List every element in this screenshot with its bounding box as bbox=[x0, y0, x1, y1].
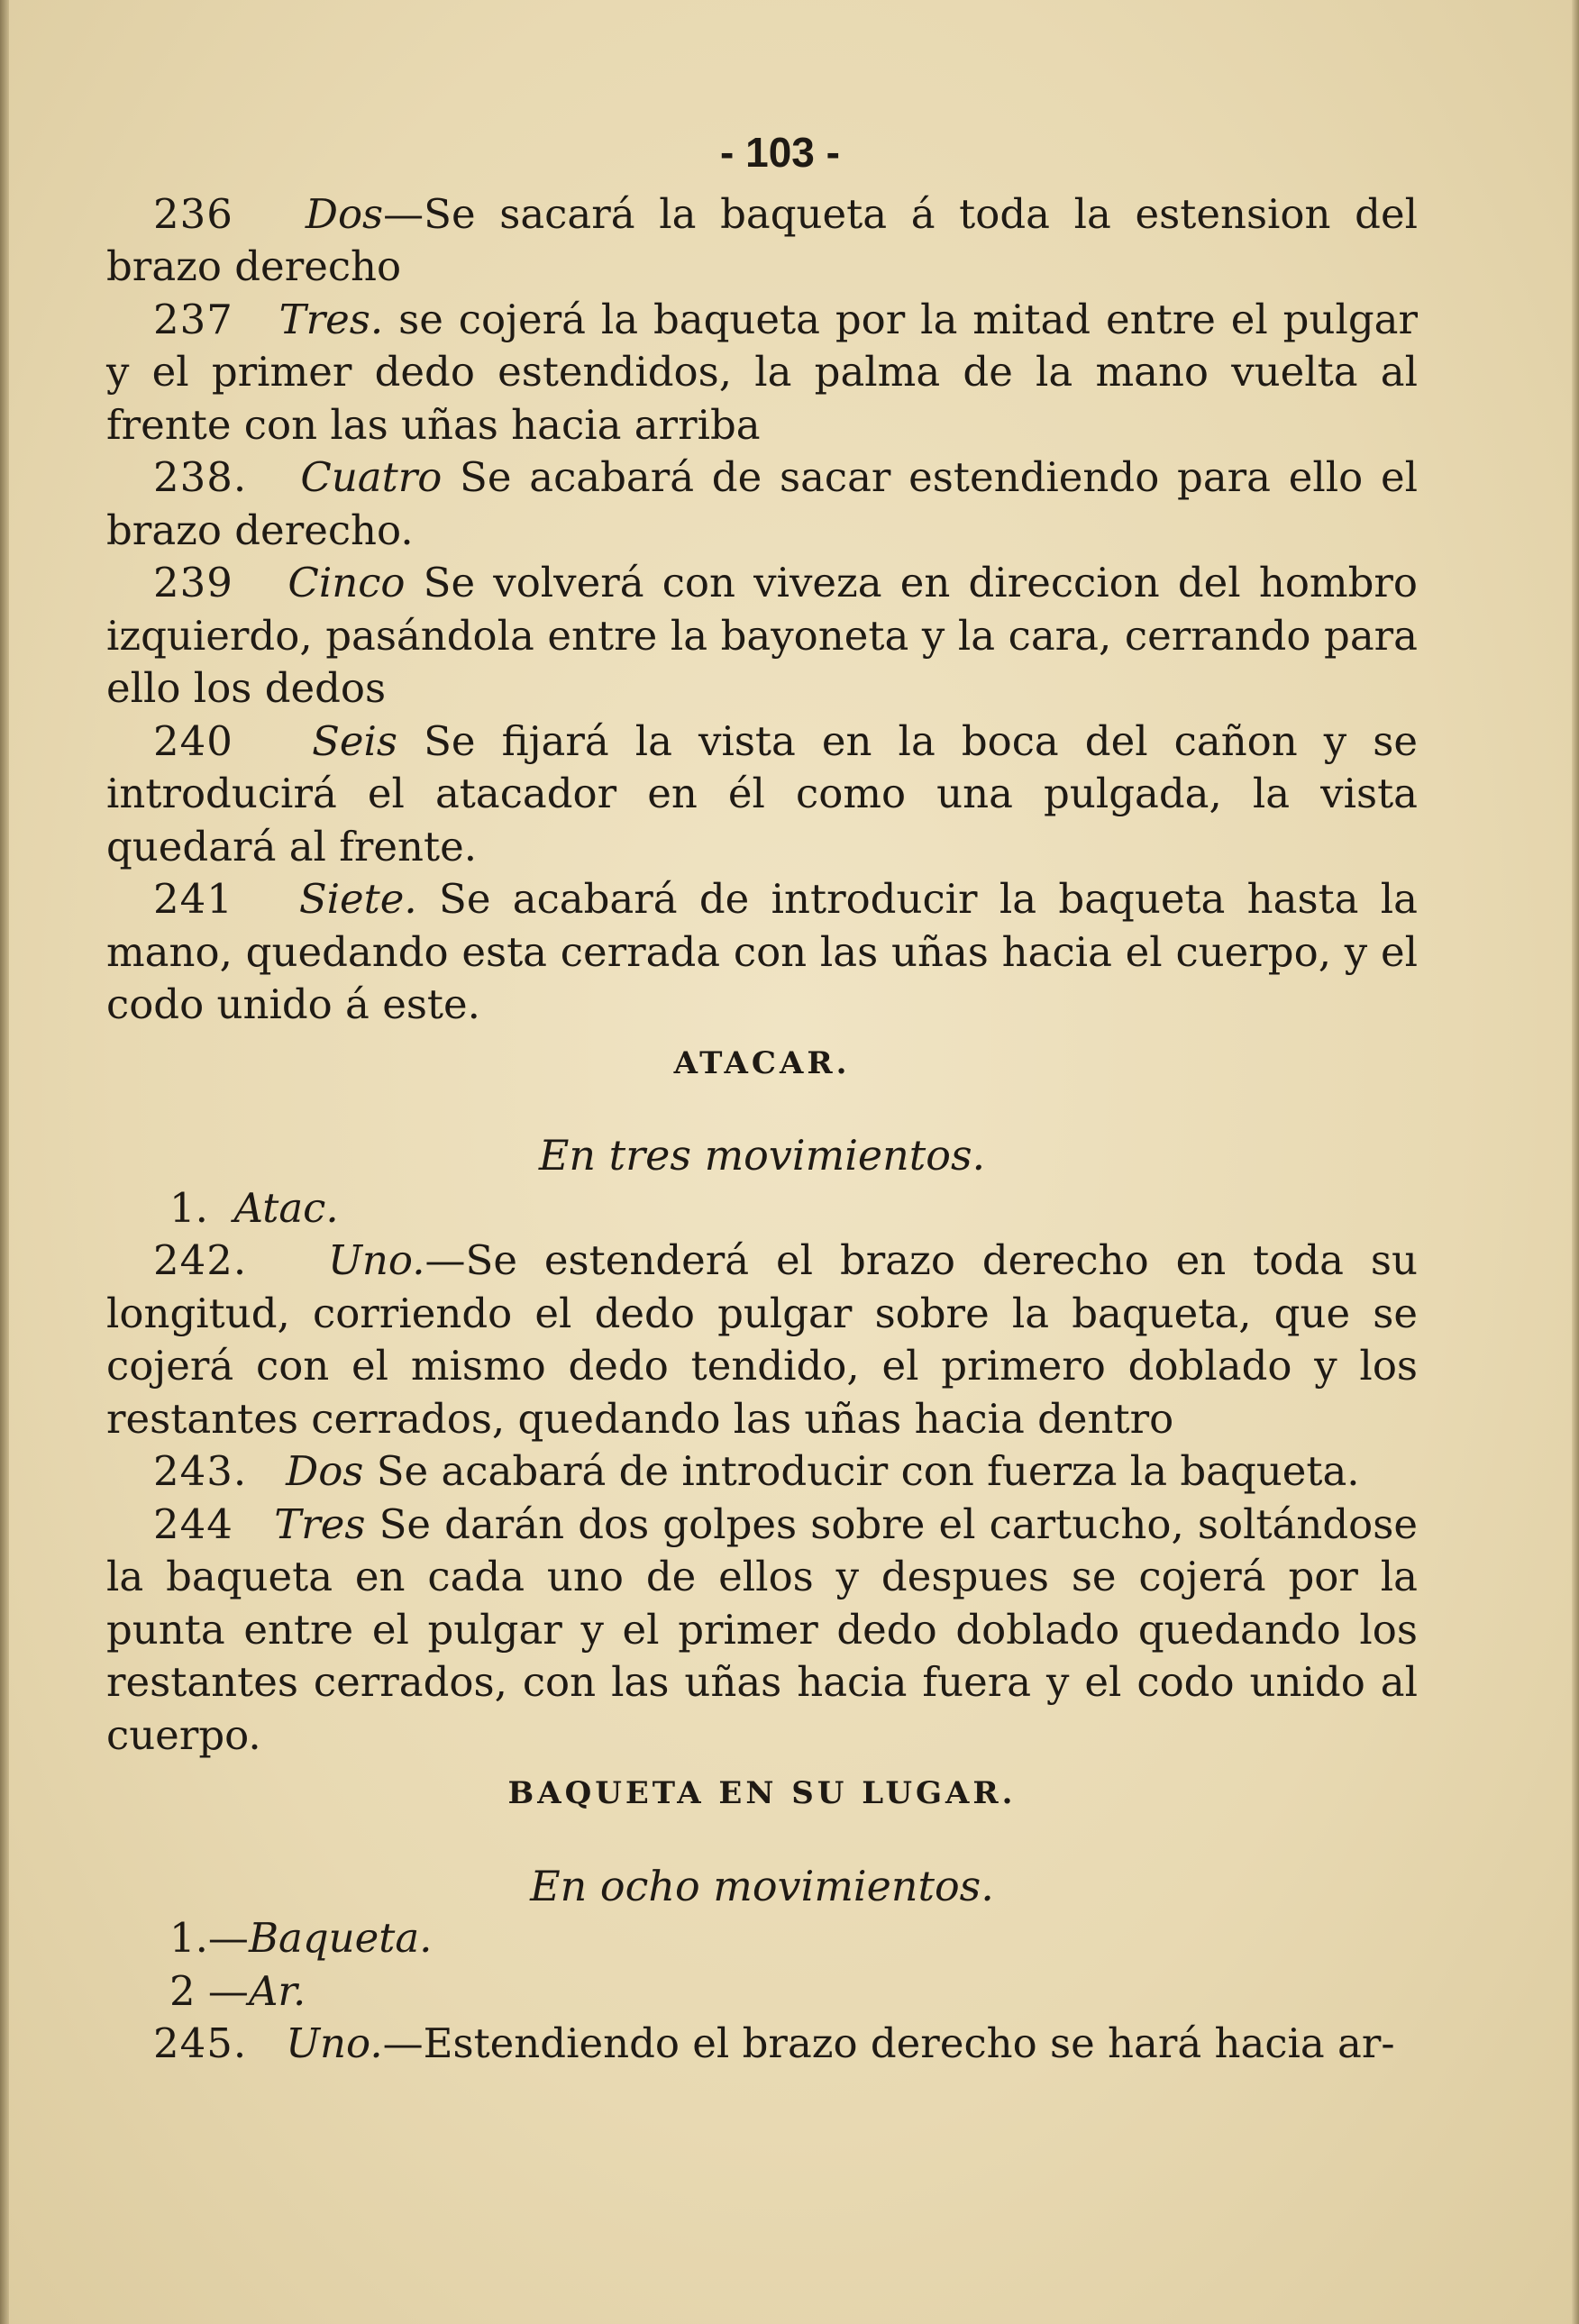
paragraph-body: Se volverá con viveza en direccion del hombro izquierdo, pasándola entre la bayoneta y la cara, cerrando para ello los dedos bbox=[106, 559, 1419, 712]
paragraph-body: Se acabará de sacar estendiendo para ello el brazo derecho. bbox=[106, 453, 1418, 554]
page-number: - 103 - bbox=[720, 129, 840, 176]
paragraph-keyword: Dos bbox=[286, 1447, 364, 1495]
paragraph-number: 238. bbox=[153, 453, 248, 501]
command-line bbox=[106, 1965, 1418, 2019]
paragraph-number: 242. bbox=[153, 1236, 248, 1284]
paragraph-keyword: Cinco bbox=[288, 559, 406, 606]
section-heading-baqueta: BAQUETA EN SU LUGAR. bbox=[507, 1775, 1017, 1811]
paragraph-242 bbox=[106, 1235, 1418, 1445]
paragraph-keyword: Tres. bbox=[278, 295, 384, 343]
paragraph-237 bbox=[106, 294, 1418, 452]
paragraph-body: Se acabará de introducir con fuerza la baqueta. bbox=[363, 1447, 1360, 1495]
paragraph-number: 236 bbox=[153, 189, 233, 238]
section-heading-atacar: ATACAR. bbox=[673, 1044, 851, 1081]
paragraph-243 bbox=[106, 1445, 1418, 1499]
paragraph-number: 245. bbox=[153, 2019, 248, 2067]
command-number: 1.— bbox=[169, 1914, 249, 1962]
command-number: 1. bbox=[169, 1183, 208, 1232]
paragraph-keyword: Siete. bbox=[298, 875, 417, 923]
paragraph-body: se cojerá la baqueta por la mitad entre el pulgar y el primer dedo estendidos, la palma de la mano vuelta al frente con las uñas hacia arriba bbox=[106, 295, 1418, 449]
page-left-edge bbox=[0, 0, 9, 2324]
paragraph-body: Se darán dos golpes sobre el cartucho, soltándose la baqueta en cada uno de ellos y despues se cojerá por la punta entre el pulgar y el primer dedo doblado quedando los restantes cerrados, con las uñas hacia fuera y el codo unido al cuerpo. bbox=[106, 1499, 1418, 1759]
command-line bbox=[106, 1912, 1418, 1965]
paragraph-number: 243. bbox=[153, 1447, 248, 1495]
paragraph-number: 241 bbox=[153, 875, 233, 923]
paragraph-body: Se acabará de introducir la baqueta hasta la mano, quedando esta cerrada con las uñas hacia el cuerpo, y el codo unido á este. bbox=[106, 875, 1418, 1028]
paragraph-number: 240 bbox=[153, 716, 233, 765]
paragraph-keyword: Dos bbox=[305, 189, 384, 238]
command-keyword: Ar. bbox=[248, 1966, 306, 2015]
paragraph-keyword: Cuatro bbox=[300, 453, 443, 501]
paragraph-236 bbox=[106, 188, 1418, 294]
paragraph-body: —Se estenderá el brazo derecho en toda su longitud, corriendo el dedo pulgar sobre la baqueta, que se cojerá con el mismo dedo tendido, el primero doblado y los restantes cerrados, quedando las uñas hacia dentro bbox=[106, 1236, 1418, 1443]
command-keyword: Baqueta. bbox=[248, 1914, 433, 1962]
paragraph-238 bbox=[106, 451, 1418, 557]
paragraph-number: 237 bbox=[153, 295, 233, 343]
command-number: 2 — bbox=[169, 1966, 249, 2015]
paragraph-239 bbox=[106, 557, 1418, 715]
paragraph-number: 239 bbox=[153, 559, 233, 606]
page-text bbox=[106, 126, 1418, 2071]
section-subheading-tres: En tres movimientos. bbox=[538, 1131, 986, 1180]
paragraph-241 bbox=[106, 873, 1418, 1032]
paragraph-240 bbox=[106, 715, 1418, 874]
paragraph-body: Se fijará la vista en la boca del cañon y se introducirá el atacador en él como una pulgada, la vista quedará al frente. bbox=[106, 716, 1418, 870]
command-line bbox=[106, 1182, 1418, 1235]
paragraph-keyword: Uno. bbox=[328, 1236, 425, 1284]
command-keyword: Atac. bbox=[233, 1183, 339, 1232]
paragraph-number: 244 bbox=[153, 1499, 233, 1548]
paragraph-244 bbox=[106, 1499, 1418, 1763]
section-subheading-ocho: En ocho movimientos. bbox=[530, 1861, 994, 1910]
paragraph-body: —Se sacará la baqueta á toda la estension del brazo derecho bbox=[106, 189, 1418, 290]
paragraph-keyword: Seis bbox=[312, 716, 398, 765]
page-right-edge bbox=[1572, 0, 1579, 2324]
paragraph-keyword: Uno. bbox=[286, 2019, 383, 2067]
paragraph-245 bbox=[106, 2018, 1418, 2071]
paragraph-body: —Estendiendo el brazo derecho se hará hacia ar- bbox=[382, 2019, 1395, 2067]
paragraph-keyword: Tres bbox=[274, 1499, 366, 1548]
